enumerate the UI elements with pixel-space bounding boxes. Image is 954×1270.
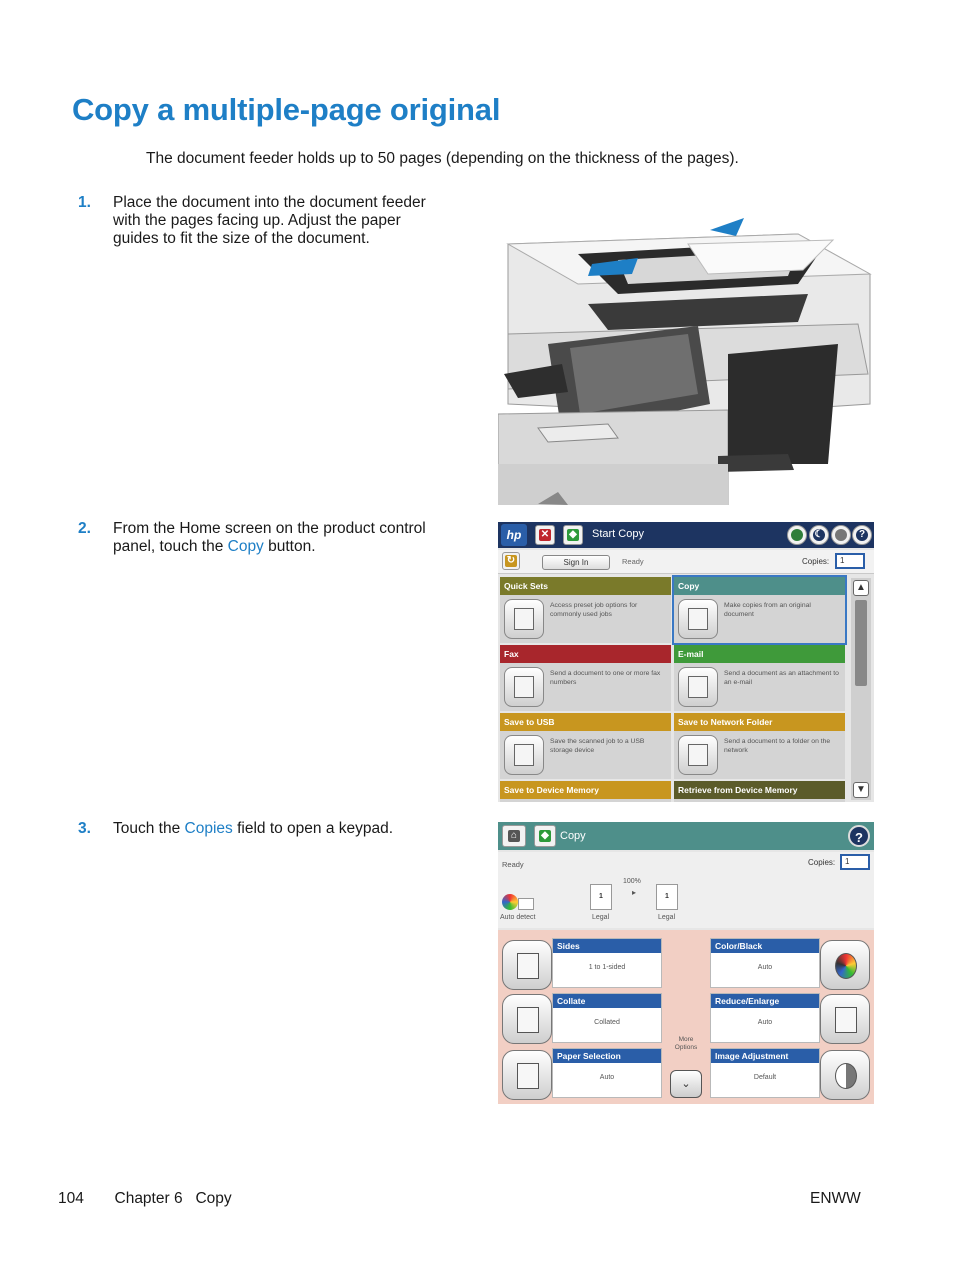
arrow-right-icon: ▸: [632, 888, 637, 897]
step-text-after: field to open a keypad.: [232, 820, 394, 837]
refresh-icon: ↻: [506, 555, 516, 566]
footer-left: [58, 1190, 232, 1208]
copies-label: Copies:: [802, 557, 830, 566]
scroll-up-button[interactable]: ▲: [853, 580, 869, 596]
moon-icon: ☾: [814, 529, 824, 540]
start-button[interactable]: [563, 525, 583, 545]
intro-paragraph: The document feeder holds up to 50 pages (depending on the thickness of the pages).: [146, 150, 739, 167]
option-value: Default: [753, 1074, 777, 1081]
step-text: Place the document into the document feeder with the pages facing up. Adjust the paper guides to fit the size of the document.: [113, 194, 426, 247]
help-button[interactable]: [852, 525, 872, 545]
step-text: [113, 520, 443, 556]
copy-tile[interactable]: [674, 577, 845, 643]
scroll-thumb[interactable]: [855, 600, 867, 686]
output-size-label: Legal: [658, 914, 676, 921]
page-title: Copy a multiple-page original: [72, 92, 501, 127]
tile-description: Send a document as an attachment to an e-mail: [724, 670, 839, 686]
sides-option[interactable]: [552, 938, 662, 988]
retrieve-from-device-memory-tile[interactable]: [674, 781, 845, 802]
quick-sets-tile[interactable]: [500, 577, 671, 643]
network-icon: [835, 529, 847, 541]
copies-label: Copies:: [808, 858, 836, 867]
sleep-button[interactable]: [809, 525, 829, 545]
more-options-button[interactable]: [670, 1070, 702, 1098]
color-wheel-icon[interactable]: [820, 940, 870, 990]
step-text-before: From the Home screen on the product control panel, touch the: [113, 520, 426, 555]
step-number: 3.: [78, 820, 91, 837]
network-button[interactable]: [831, 525, 851, 545]
option-value: Auto: [757, 1019, 773, 1026]
help-button[interactable]: [848, 825, 870, 847]
tile-header: Fax: [500, 645, 671, 663]
reduce-enlarge-icon[interactable]: [820, 994, 870, 1044]
save-to-device-memory-tile[interactable]: [500, 781, 671, 802]
option-header: Sides: [553, 939, 661, 953]
option-value: Auto: [599, 1074, 615, 1081]
usb-icon: [504, 735, 544, 775]
sign-in-button[interactable]: Sign In: [542, 555, 610, 570]
tile-header: E-mail: [674, 645, 845, 663]
tile-description: Send a document to one or more fax numbers: [550, 670, 661, 686]
option-value: Collated: [594, 1019, 620, 1026]
tile-description: Send a document to a folder on the network: [724, 738, 831, 754]
footer-right: ENWW: [810, 1190, 861, 1207]
hp-logo: hp: [501, 524, 527, 546]
sides-icon[interactable]: [502, 940, 552, 990]
copies-field[interactable]: 1: [840, 854, 870, 870]
option-value: 1 to 1-sided: [588, 964, 626, 971]
step-number: 1.: [78, 194, 91, 211]
collate-option[interactable]: [552, 993, 662, 1043]
page-number: 104: [58, 1190, 84, 1207]
save-to-network-folder-tile[interactable]: [674, 713, 845, 779]
home-button[interactable]: [502, 825, 526, 847]
step-text-after: button.: [263, 538, 316, 555]
envelope-icon: [678, 667, 718, 707]
more-options-label: More Options: [674, 1036, 698, 1051]
help-icon: ?: [856, 529, 868, 541]
scrollbar[interactable]: [851, 578, 871, 800]
printer-illustration: [498, 214, 872, 505]
scroll-down-button[interactable]: ▼: [853, 782, 869, 798]
copy-icon: [678, 599, 718, 639]
color-black-option[interactable]: [710, 938, 820, 988]
option-header: Collate: [553, 994, 661, 1008]
stop-button[interactable]: [535, 525, 555, 545]
collate-icon[interactable]: [502, 994, 552, 1044]
tile-header: Save to USB: [500, 713, 671, 731]
tile-header: Copy: [674, 577, 845, 595]
tile-description: Make copies from an original document: [724, 602, 811, 618]
help-icon: ?: [855, 830, 863, 845]
home-button[interactable]: [502, 552, 520, 570]
save-to-usb-tile[interactable]: [500, 713, 671, 779]
copy-link[interactable]: Copy: [227, 538, 264, 555]
reduce-enlarge-option[interactable]: [710, 993, 820, 1043]
copy-top-bar: [498, 822, 874, 850]
option-header: Color/Black: [711, 939, 819, 953]
option-header: Image Adjustment: [711, 1049, 819, 1063]
scanner-icon: [518, 898, 534, 910]
status-text: Ready: [622, 557, 644, 566]
copy-title: Copy: [560, 830, 586, 842]
start-icon: ◆: [539, 830, 551, 842]
tile-header: Retrieve from Device Memory: [674, 781, 845, 799]
fax-tile[interactable]: [500, 645, 671, 711]
tile-description: Access preset job options for commonly used jobs: [550, 602, 638, 618]
start-copy-label: Start Copy: [592, 528, 644, 540]
chevron-down-icon: ⌄: [681, 1078, 691, 1090]
home-screen: [498, 522, 874, 802]
globe-icon: [791, 529, 803, 541]
email-tile[interactable]: [674, 645, 845, 711]
color-detect-icon: [502, 894, 518, 910]
start-button[interactable]: [534, 825, 556, 847]
step-text: [113, 820, 443, 838]
copies-field[interactable]: 1: [835, 553, 865, 569]
folder-icon: [678, 735, 718, 775]
stop-icon: ✕: [540, 529, 550, 540]
language-button[interactable]: [787, 525, 807, 545]
copies-link[interactable]: Copies: [184, 820, 233, 837]
copy-screen: [498, 822, 874, 1104]
paper-selection-option[interactable]: [552, 1048, 662, 1098]
tile-header: Save to Device Memory: [500, 781, 671, 799]
home-icon: ⌂: [508, 830, 520, 842]
status-row: [498, 550, 874, 574]
step-number: 2.: [78, 520, 91, 537]
image-adjustment-option[interactable]: [710, 1048, 820, 1098]
zoom-label: 100%: [623, 878, 641, 885]
chapter-label: Chapter 6 Copy: [114, 1190, 232, 1207]
output-page-icon: 1: [656, 884, 678, 910]
fax-icon: [504, 667, 544, 707]
original-page-icon: 1: [590, 884, 612, 910]
option-value: Auto: [757, 964, 773, 971]
top-bar: [498, 522, 874, 548]
auto-detect-label: Auto detect: [500, 914, 536, 921]
option-header: Paper Selection: [553, 1049, 661, 1063]
tile-header: Save to Network Folder: [674, 713, 845, 731]
options-area: [498, 930, 874, 1104]
tile-description: Save the scanned job to a USB storage device: [550, 738, 645, 754]
option-header: Reduce/Enlarge: [711, 994, 819, 1008]
tile-header: Quick Sets: [500, 577, 671, 595]
start-icon: ◆: [567, 529, 579, 541]
status-text: Ready: [502, 860, 524, 869]
image-adjustment-icon[interactable]: [820, 1050, 870, 1100]
original-size-label: Legal: [592, 914, 610, 921]
copy-status-area: [498, 852, 874, 928]
step-text-before: Touch the: [113, 820, 185, 837]
quick-sets-icon: [504, 599, 544, 639]
paper-selection-icon[interactable]: [502, 1050, 552, 1100]
